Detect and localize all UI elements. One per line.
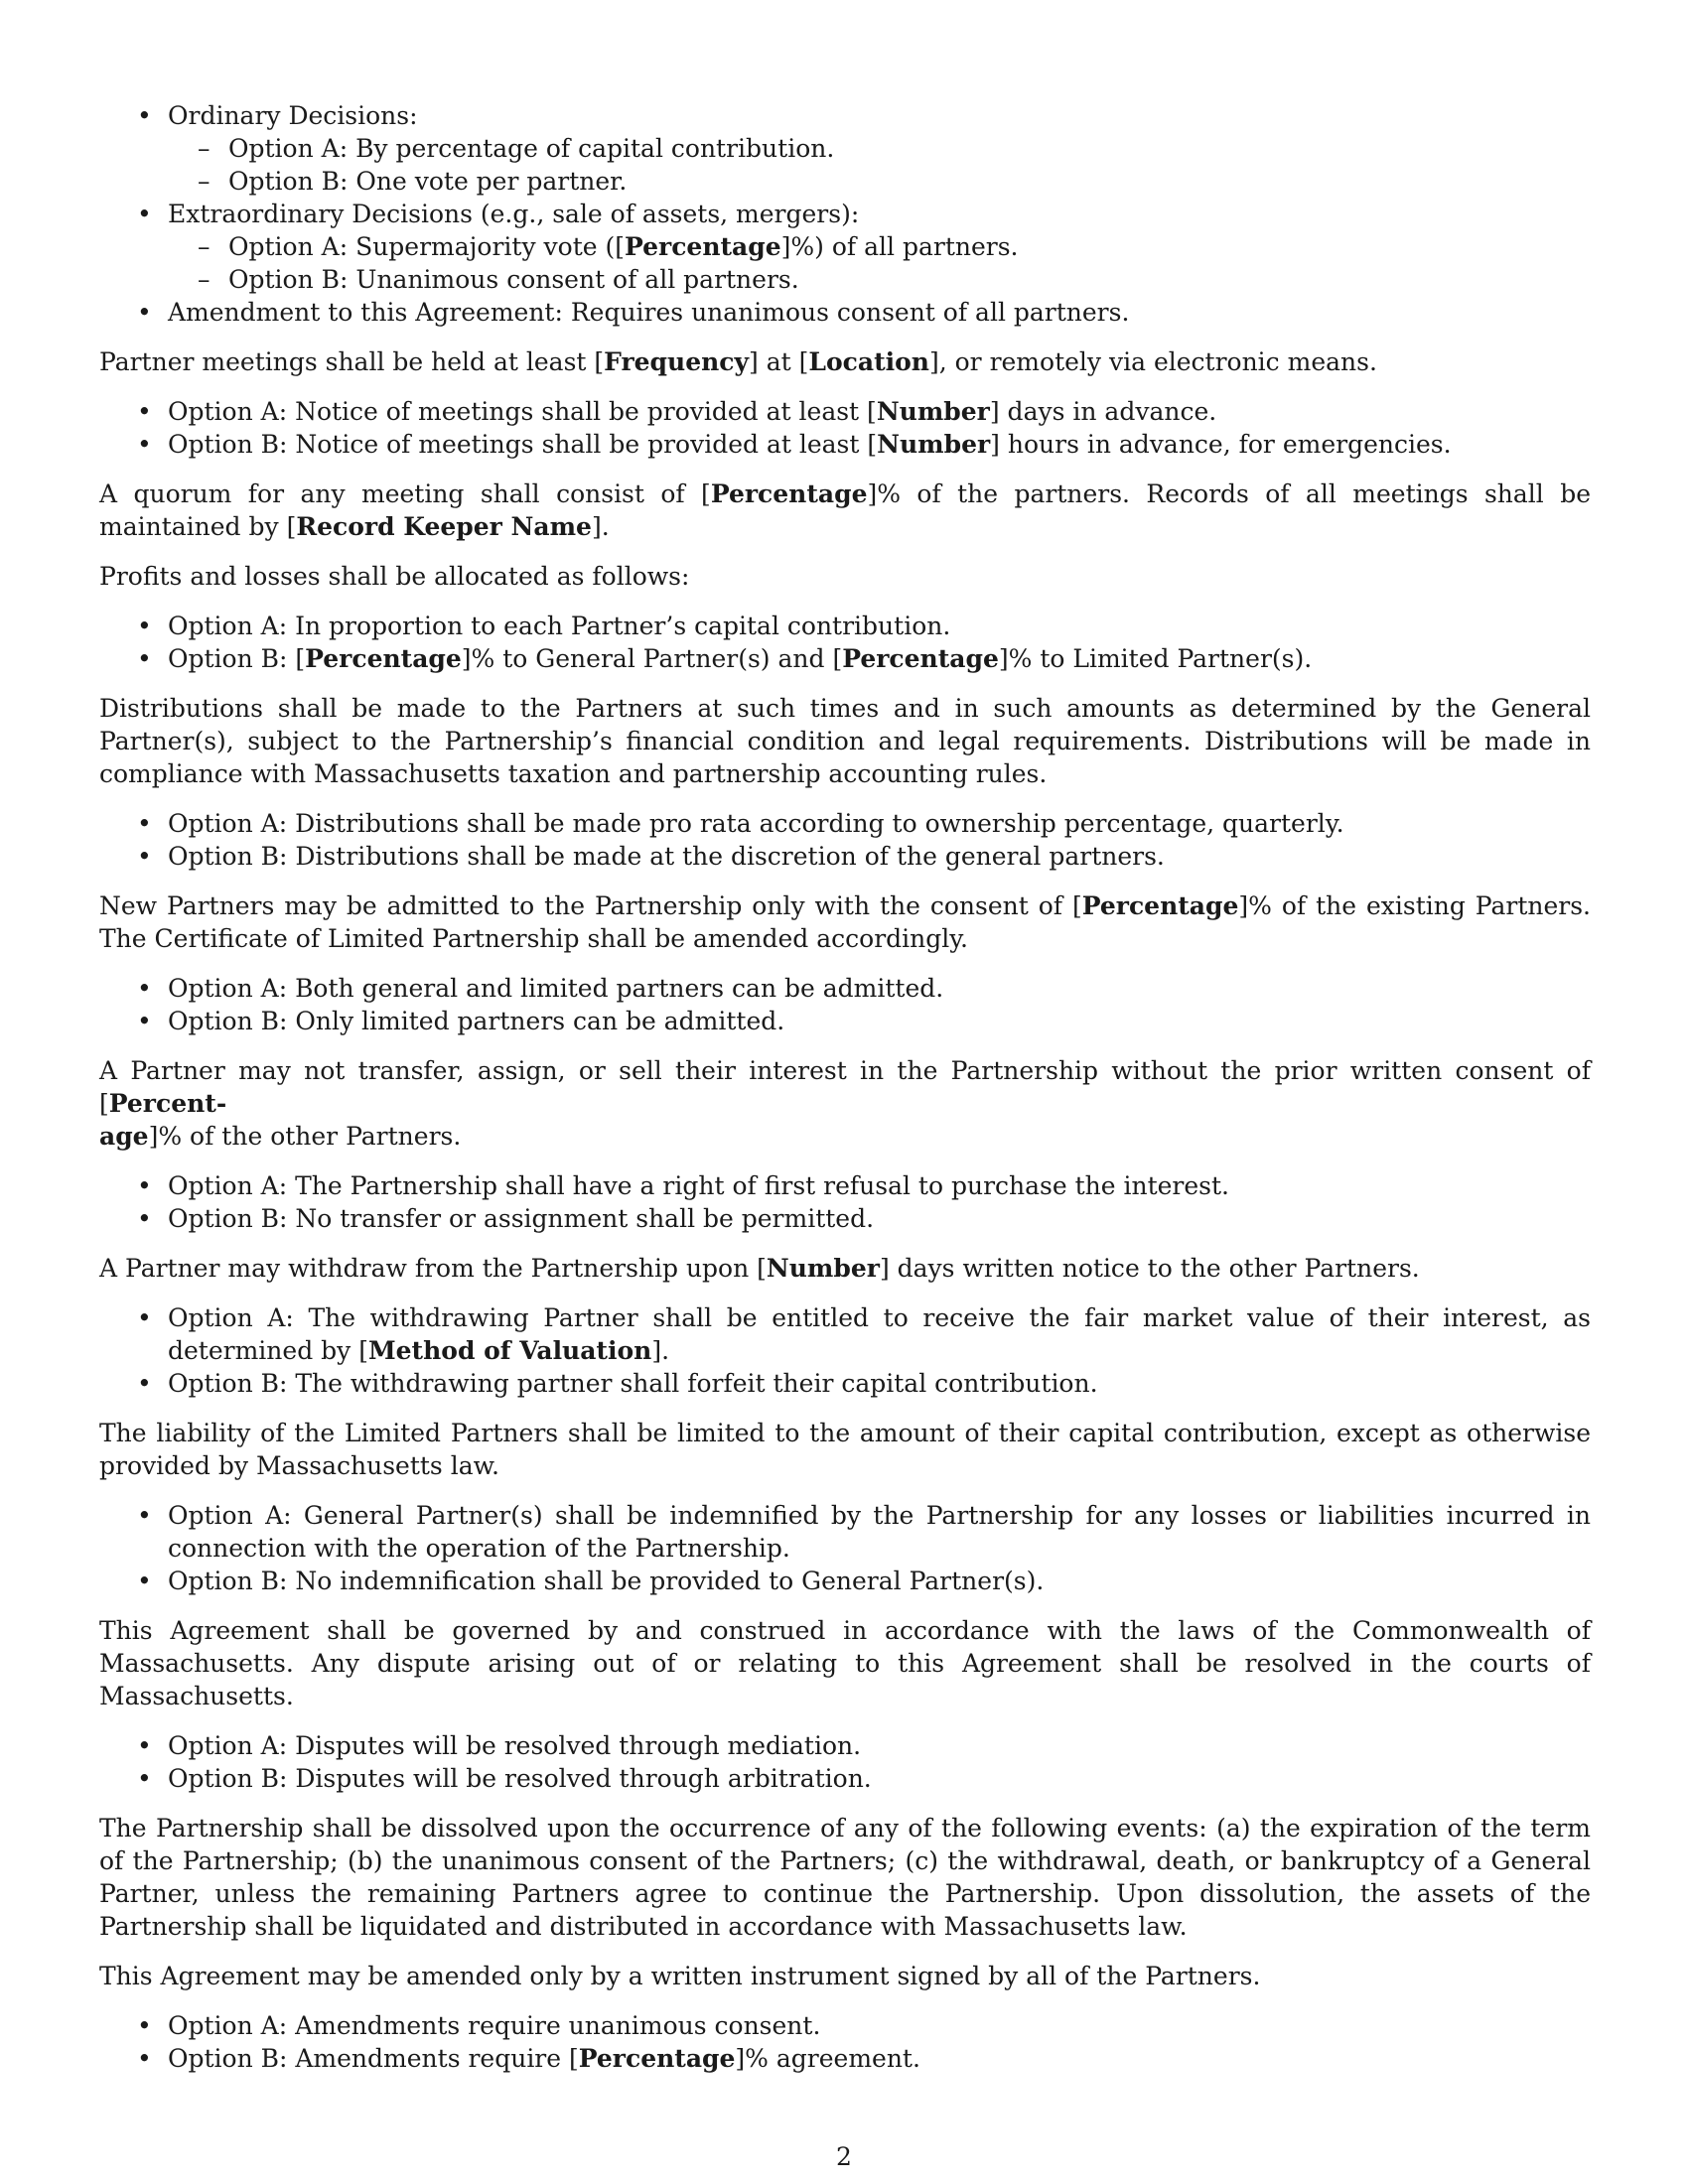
meetings-paragraph: Partner meetings shall be held at least [Frequency] at [Location], or remotely via electronic means. [99, 347, 1377, 376]
dissolution-paragraph: The Partnership shall be dissolved upon the occurrence of any of the following events: (a) the expiration of the term of the Partnership; (b) the unanimous consent of the Partners; (c) the withdrawal, death, or bankruptcy of a General Partner, unless the remaining Partners agree to continue the Partnership. Upon dissolution, the assets of the Partnership shall be liquidated and distributed in accordance with Massachusetts law. [99, 1814, 1591, 1941]
distributions-options [99, 807, 1591, 873]
list-item: • Option B: No transfer or assignment shall be permitted. [99, 1202, 1591, 1235]
placeholder-location: Location [808, 347, 929, 376]
ordinary-decisions-label: Ordinary Decisions: [168, 101, 418, 130]
placeholder-percentage: Percentage [710, 479, 868, 508]
placeholder-number: Number [876, 397, 990, 426]
liability-paragraph: The liability of the Limited Partners shall be limited to the amount of their capital contribution, except as otherwise provided by Massachusetts law. [99, 1419, 1591, 1480]
list-item: – Option B: Unanimous consent of all partners. [168, 263, 1591, 296]
placeholder-percentage-continued: age [99, 1122, 149, 1151]
liability-options [99, 1499, 1591, 1597]
placeholder-valuation: Method of Valuation [367, 1336, 652, 1365]
list-item: • Option B: [Percentage]% to General Partner(s) and [Percentage]% to Limited Partner(s). [99, 642, 1591, 675]
list-item: • Option B: Only limited partners can be admitted. [99, 1005, 1591, 1037]
list-item: • Option B: No indemnification shall be provided to General Partner(s). [99, 1565, 1591, 1597]
list-item: • Option A: Amendments require unanimous consent. [99, 2009, 1591, 2042]
page-number: 2 [836, 2142, 852, 2171]
list-item: • Option A: Both general and limited partners can be admitted. [99, 972, 1591, 1005]
placeholder-percentage: Percentage [1081, 891, 1239, 920]
transfer-paragraph: A Partner may not transfer, assign, or sell their interest in the Partnership without the prior written consent of [Percent- age]% of the other Partners. [99, 1056, 1591, 1151]
amendment-options [99, 2009, 1591, 2075]
placeholder-number: Number [877, 430, 991, 459]
governing-law-paragraph: This Agreement shall be governed by and construed in accordance with the laws of the Commonwealth of Massachusetts. Any dispute arising out of or relating to this Agreement shall be resolved in the courts of Massachusetts. [99, 1616, 1591, 1710]
admission-paragraph: New Partners may be admitted to the Partnership only with the consent of [Percentage]% of the existing Partners. The Certificate of Limited Partnership shall be amended accordingly. [99, 891, 1592, 953]
list-item: • Option A: In proportion to each Partner’s capital contribution. [99, 610, 1591, 642]
placeholder-percentage: Percentage [842, 644, 999, 673]
withdrawal-paragraph: A Partner may withdraw from the Partnership upon [Number] days written notice to the other Partners. [99, 1254, 1420, 1283]
list-item: • Option A: The withdrawing Partner shall be entitled to receive the fair market value of their interest, as determined by [Method of Valuation]. [99, 1301, 1591, 1367]
dispute-options [99, 1729, 1591, 1795]
distributions-paragraph: Distributions shall be made to the Partners at such times and in such amounts as determined by the General Partner(s), subject to the Partnership’s financial condition and legal requirements. Distributions will be made in compliance with Massachusetts taxation and partnership accounting rules. [99, 694, 1591, 788]
transfer-options [99, 1169, 1591, 1235]
profits-options [99, 610, 1591, 675]
list-item: • Option B: Notice of meetings shall be provided at least [Number] hours in advance, for emergencies. [99, 428, 1591, 461]
withdrawal-options [99, 1301, 1591, 1400]
ordinary-options-list [168, 132, 1591, 198]
list-item: – Option B: One vote per partner. [168, 165, 1591, 198]
placeholder-percentage: Percent- [108, 1089, 227, 1118]
extraordinary-decisions-label: Extraordinary Decisions (e.g., sale of assets, mergers): [168, 200, 860, 228]
placeholder-number: Number [766, 1254, 880, 1283]
list-item: – Option A: Supermajority vote ([Percentage]%) of all partners. [168, 230, 1591, 263]
placeholder-percentage: Percentage [578, 2044, 736, 2073]
amendments-paragraph: This Agreement may be amended only by a written instrument signed by all of the Partners. [99, 1962, 1261, 1990]
list-item: • Option A: Disputes will be resolved through mediation. [99, 1729, 1591, 1762]
list-item: • Option A: Distributions shall be made pro rata according to ownership percentage, quarterly. [99, 807, 1591, 840]
list-item: • Option B: The withdrawing partner shall forfeit their capital contribution. [99, 1367, 1591, 1400]
list-item: • Option A: Notice of meetings shall be provided at least [Number] days in advance. [99, 395, 1591, 428]
profits-paragraph: Profits and losses shall be allocated as follows: [99, 562, 690, 591]
list-item: • Option B: Distributions shall be made at the discretion of the general partners. [99, 840, 1591, 873]
list-item: – Option A: By percentage of capital contribution. [168, 132, 1591, 165]
placeholder-record-keeper: Record Keeper Name [296, 512, 592, 541]
list-item: • Amendment to this Agreement: Requires unanimous consent of all partners. [99, 296, 1591, 329]
list-item: • Option B: Disputes will be resolved through arbitration. [99, 1762, 1591, 1795]
meeting-notice-options [99, 395, 1591, 461]
placeholder-percentage: Percentage [305, 644, 462, 673]
list-item [99, 99, 1591, 198]
placeholder-percentage: Percentage [625, 232, 781, 261]
list-item: • Option A: General Partner(s) shall be indemnified by the Partnership for any losses or liabilities incurred in connection with the operation of the Partnership. [99, 1499, 1591, 1565]
quorum-paragraph: A quorum for any meeting shall consist of [Percentage]% of the partners. Records of all meetings shall be maintained by [Record Keeper Name]. [99, 479, 1592, 541]
admission-options [99, 972, 1591, 1037]
list-item: • Option B: Amendments require [Percentage]% agreement. [99, 2042, 1591, 2075]
list-item: • Option A: The Partnership shall have a right of first refusal to purchase the interest. [99, 1169, 1591, 1202]
decision-voting-list [99, 99, 1591, 329]
placeholder-frequency: Frequency [604, 347, 750, 376]
document-body [99, 99, 1591, 2092]
extraordinary-options-list [168, 230, 1591, 296]
list-item [99, 198, 1591, 296]
